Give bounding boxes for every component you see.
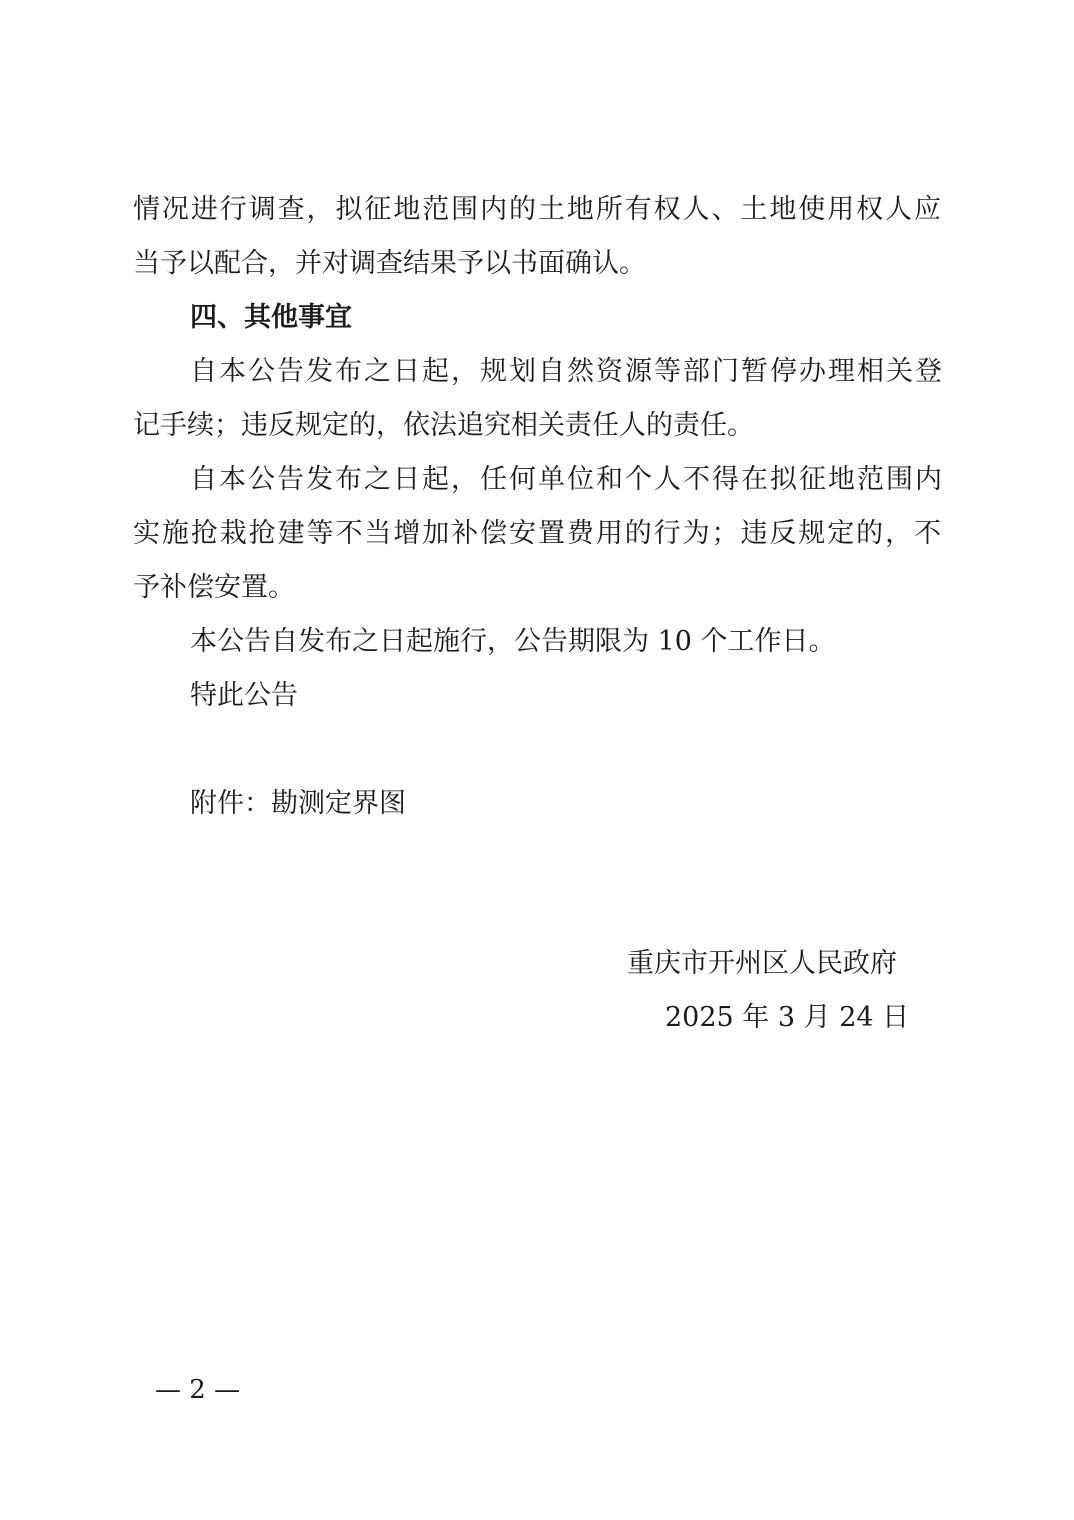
paragraph-4: 本公告自发布之日起施行，公告期限为 10 个工作日。 xyxy=(190,626,836,657)
paragraph-1-line-2: 当予以配合，并对调查结果予以书面确认。 xyxy=(133,248,646,279)
paragraph-3-line-1: 自本公告发布之日起，任何单位和个人不得在拟征地范围内 xyxy=(190,464,942,495)
issuer-name: 重庆市开州区人民政府 xyxy=(627,948,897,979)
paragraph-2-line-2: 记手续；违反规定的，依法追究相关责任人的责任。 xyxy=(133,410,754,441)
issue-date: 2025 年 3 月 24 日 xyxy=(665,1002,910,1033)
section-heading: 四、其他事宜 xyxy=(190,302,352,333)
paragraph-1-line-1: 情况进行调查，拟征地范围内的土地所有权人、土地使用权人应 xyxy=(133,194,941,225)
closing-text: 特此公告 xyxy=(190,680,298,711)
paragraph-3-line-3: 予补偿安置。 xyxy=(133,572,295,603)
page-number: — 2 — xyxy=(155,1375,241,1405)
paragraph-3-line-2: 实施抢栽抢建等不当增加补偿安置费用的行为；违反规定的，不 xyxy=(133,518,941,549)
paragraph-2-line-1: 自本公告发布之日起，规划自然资源等部门暂停办理相关登 xyxy=(190,356,942,387)
attachment-line: 附件：勘测定界图 xyxy=(190,788,406,819)
